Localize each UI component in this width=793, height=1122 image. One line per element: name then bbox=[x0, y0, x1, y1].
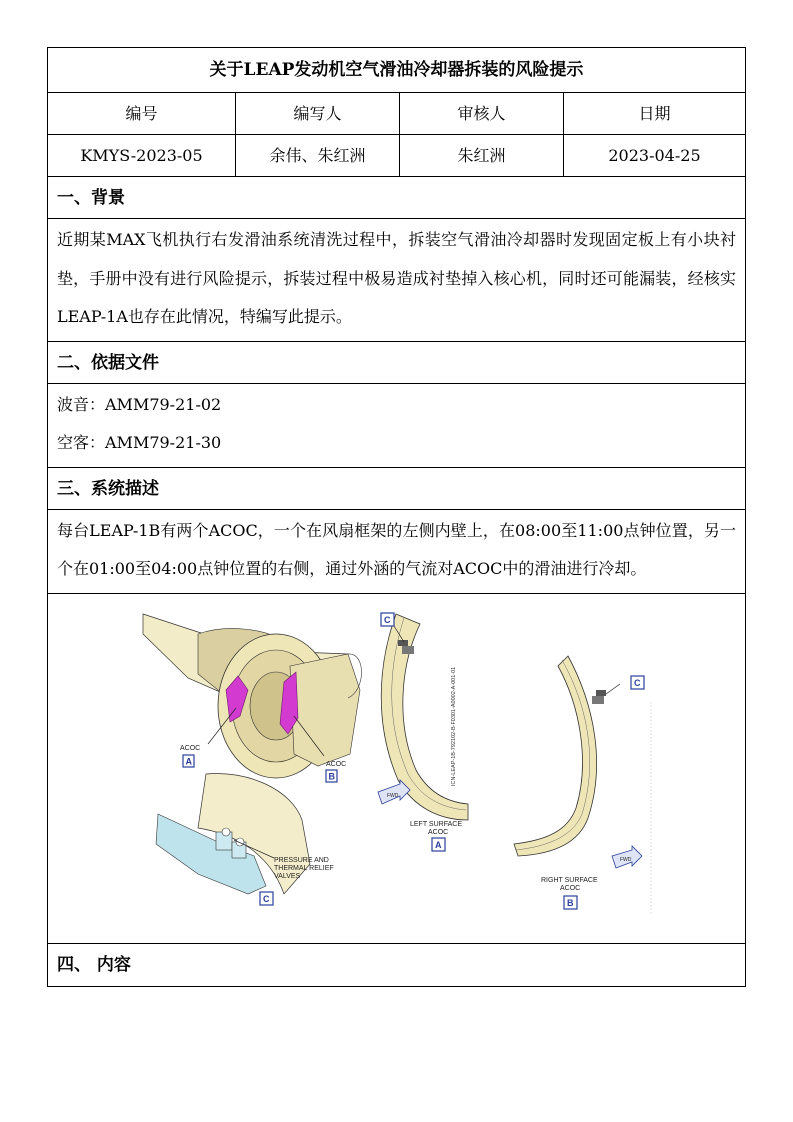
value-date: 2023-04-25 bbox=[608, 146, 701, 165]
label-valves-line1: PRESSURE AND bbox=[274, 856, 329, 864]
section-system-text: 每台LEAP-1B有两个ACOC，一个在风扇框架的左侧内壁上，在08:00至11:00点钟位置，另一个在01:00至04:00点钟位置的右侧，通过外涵的气流对ACOC中的滑油进行冷却。 bbox=[48, 510, 745, 594]
section-system-heading: 三、系统描述 bbox=[48, 468, 745, 510]
section-references-body bbox=[48, 384, 745, 468]
callout-c-right: C bbox=[634, 677, 641, 688]
label-acoc-b: ACOC bbox=[326, 760, 347, 768]
header-date: 日期 bbox=[638, 104, 671, 123]
label-acoc-a: ACOC bbox=[180, 744, 201, 752]
callout-a-left: A bbox=[435, 839, 442, 850]
label-right-surface-line2: ACOC bbox=[560, 884, 581, 892]
label-valves-line3: VALVES bbox=[274, 872, 301, 880]
header-reviewer: 审核人 bbox=[400, 93, 564, 134]
section-content-heading: 四、 内容 bbox=[57, 954, 131, 975]
callout-c-left: C bbox=[384, 614, 391, 625]
fwd-label-right: FWD bbox=[620, 856, 632, 863]
right-surface-acoc-illustration bbox=[514, 656, 651, 914]
figure-icn-code: ICN-LEAP-1B-792102-B-F0301-A0002-A-001-01 bbox=[451, 666, 457, 786]
info-table-header-row bbox=[48, 93, 745, 135]
header-number: 编号 bbox=[48, 93, 236, 134]
acoc-diagram bbox=[48, 594, 745, 944]
callout-a-engine: A bbox=[185, 756, 192, 766]
value-author: 余伟、朱红洲 bbox=[236, 135, 400, 176]
callout-c-detail: C bbox=[263, 893, 270, 904]
callout-b-right: B bbox=[567, 897, 574, 908]
reference-airbus: 空客：AMM79-21-30 bbox=[57, 433, 222, 452]
value-reviewer: 朱红洲 bbox=[400, 135, 564, 176]
label-right-surface-line1: RIGHT SURFACE bbox=[541, 876, 598, 884]
reference-boeing: 波音：AMM79-21-02 bbox=[57, 394, 222, 414]
header-author: 编写人 bbox=[236, 93, 400, 134]
value-number: KMYS-2023-05 bbox=[48, 135, 236, 176]
document-title: 关于LEAP发动机空气滑油冷却器拆装的风险提示 bbox=[48, 48, 745, 93]
acoc-location-figure bbox=[48, 594, 745, 944]
section-background-text: 近期某MAX飞机执行右发滑油系统清洗过程中，拆装空气滑油冷却器时发现固定板上有小块衬垫，手册中没有进行风险提示，拆装过程中极易造成衬垫掉入核心机，同时还可能漏装，经核实LEAP-1A也存在此情况，特编写此提示。 bbox=[48, 219, 745, 342]
label-left-surface-line1: LEFT SURFACE bbox=[410, 820, 462, 828]
info-table-value-row bbox=[48, 135, 745, 177]
fwd-label-left: FWD bbox=[387, 792, 399, 799]
engine-overview-illustration bbox=[143, 614, 362, 778]
risk-notice-document bbox=[47, 47, 746, 987]
label-left-surface-line2: ACOC bbox=[428, 828, 449, 836]
callout-b-engine: B bbox=[328, 771, 335, 781]
section-background-heading: 一、背景 bbox=[48, 177, 745, 219]
label-valves-line2: THERMAL RELIEF bbox=[274, 864, 334, 872]
section-references-heading: 二、依据文件 bbox=[48, 342, 745, 384]
